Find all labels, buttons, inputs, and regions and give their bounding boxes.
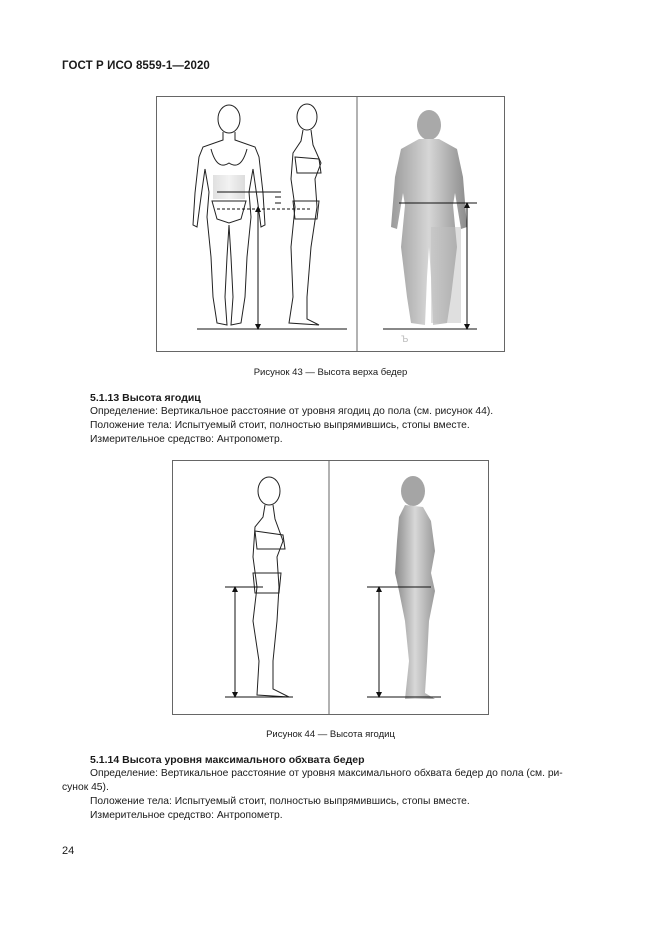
section-5-1-14-definition-line1: Определение: Вертикальное расстояние от уровня максимального обхвата бедер до пола (см. ри- (90, 768, 563, 779)
scan-artifact: Ъ (401, 335, 409, 345)
figure-44-drawing (173, 461, 488, 714)
figure-44 (172, 460, 489, 715)
document-header: ГОСТ Р ИСО 8559-1—2020 (62, 60, 210, 72)
measurement-lines-44-left (225, 587, 293, 697)
figure-43-drawing (157, 97, 504, 351)
section-5-1-14-position: Положение тела: Испытуемый стоит, полностью выпрямившись, стопы вместе. (90, 796, 470, 807)
figure-43-caption: Рисунок 43 — Высота верха бедер (253, 367, 408, 378)
figure-44-caption: Рисунок 44 — Высота ягодиц (266, 729, 395, 740)
section-5-1-13-title: 5.1.13 Высота ягодиц (90, 392, 201, 404)
page-number: 24 (62, 845, 75, 857)
figure-43 (156, 96, 505, 352)
section-5-1-13-definition: Определение: Вертикальное расстояние от уровня ягодиц до пола (см. рисунок 44). (90, 406, 494, 417)
front-body-texture (213, 175, 245, 199)
section-5-1-14-definition-line2: сунок 45). (62, 782, 109, 793)
section-5-1-13-position: Положение тела: Испытуемый стоит, полностью выпрямившись, стопы вместе. (90, 420, 470, 431)
section-5-1-13-instrument: Измерительное средство: Антропометр. (90, 434, 283, 445)
side-body-outline (289, 104, 321, 325)
section-5-1-14-instrument: Измерительное средство: Антропометр. (90, 810, 283, 821)
measurement-lines-43 (197, 192, 347, 329)
section-5-1-14-title: 5.1.14 Высота уровня максимального обхвата бедер (90, 754, 365, 766)
photo-side-view (367, 476, 441, 699)
front-body-outline (193, 105, 265, 325)
photo-back-view (358, 97, 504, 351)
